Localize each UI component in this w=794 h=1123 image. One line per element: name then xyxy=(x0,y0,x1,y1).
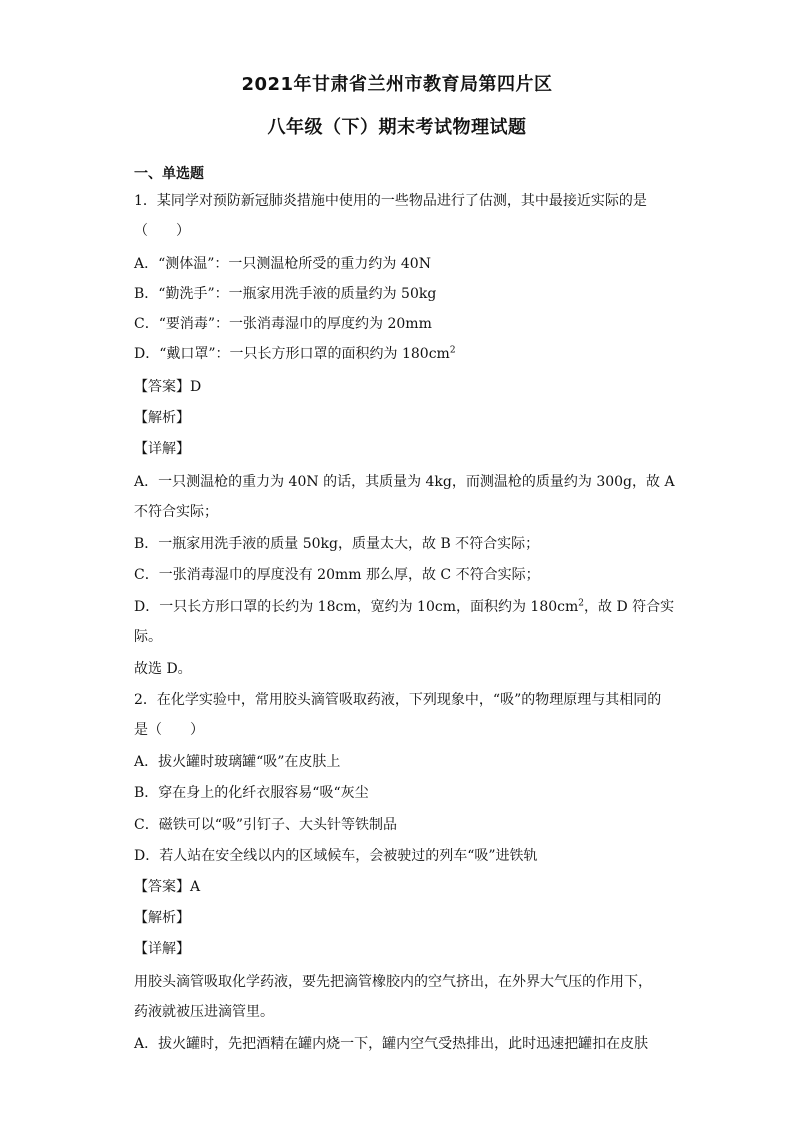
q2-explanation-a: A．拔火罐时，先把酒精在罐内烧一下，罐内空气受热排出，此时迅速把罐扣在皮肤 xyxy=(134,1036,649,1052)
q2-analysis-label: 【解析】 xyxy=(134,910,190,926)
q1-explanation-a-line1: A．一只测温枪的重力为 40N 的话，其质量为 4kg，而测温枪的质量约为 300g，故 A xyxy=(134,474,675,490)
document-title-line2: 八年级（下）期末考试物理试题 xyxy=(267,117,527,138)
q2-option-c: C．磁铁可以“吸”引钉子、大头针等铁制品 xyxy=(134,817,398,833)
q1-explanation-c: C．一张消毒湿巾的厚度没有 20mm 那么厚，故 C 不符合实际； xyxy=(134,567,540,583)
q1-option-d-text: D．“戴口罩”：一只长方形口罩的面积约为 180cm xyxy=(134,346,450,362)
q2-explanation-line2: 药液就被压进滴管里。 xyxy=(134,1004,274,1020)
q2-option-a: A．拔火罐时玻璃罐“吸”在皮肤上 xyxy=(134,754,341,770)
section-heading: 一、单选题 xyxy=(134,166,204,182)
q1-conclusion: 故选 D。 xyxy=(134,661,192,677)
q1-option-c: C．“要消毒”：一张消毒湿巾的厚度约为 20mm xyxy=(134,316,432,332)
q2-stem-line2: 是（ ） xyxy=(134,722,204,738)
q1-explanation-d-line1 xyxy=(134,597,674,617)
q2-answer: 【答案】A xyxy=(134,879,201,895)
q1-explanation-d-tail: ，故 D 符合实 xyxy=(584,599,675,615)
q1-stem-line2: （ ） xyxy=(134,223,190,239)
q2-option-b: B．穿在身上的化纤衣服容易“吸“灰尘 xyxy=(134,785,369,801)
q1-explanation-d-text: D．一只长方形口罩的长约为 18cm，宽约为 10cm，面积约为 180cm xyxy=(134,599,579,615)
q1-option-a: A．“测体温”：一只测温枪所受的重力约为 40N xyxy=(134,256,431,272)
q2-option-d: D．若人站在安全线以内的区域候车，会被驶过的列车“吸”进铁轨 xyxy=(134,848,538,864)
q1-answer: 【答案】D xyxy=(134,379,202,395)
q1-explanation-d-line2: 际。 xyxy=(134,629,162,645)
q1-explanation-a-line2: 不符合实际； xyxy=(134,504,218,520)
q1-stem-line1: 1．某同学对预防新冠肺炎措施中使用的一些物品进行了估测，其中最接近实际的是 xyxy=(134,193,647,209)
document-title-line1: 2021年甘肃省兰州市教育局第四片区 xyxy=(241,74,553,95)
q1-analysis-label: 【解析】 xyxy=(134,410,190,426)
q1-option-d xyxy=(134,344,674,364)
q1-explanation-b: B．一瓶家用洗手液的质量 50kg，质量太大，故 B 不符合实际； xyxy=(134,536,540,552)
q2-detail-label: 【详解】 xyxy=(134,941,190,957)
q1-detail-label: 【详解】 xyxy=(134,441,190,457)
q1-option-b: B．“勤洗手”：一瓶家用洗手液的质量约为 50kg xyxy=(134,286,437,302)
q2-explanation-line1: 用胶头滴管吸取化学药液，要先把滴管橡胶内的空气挤出，在外界大气压的作用下， xyxy=(134,974,652,990)
q2-stem-line1: 2．在化学实验中，常用胶头滴管吸取药液，下列现象中，“吸”的物理原理与其相同的 xyxy=(134,692,662,708)
q1-explanation-d-superscript: 2 xyxy=(578,598,585,609)
q1-option-d-superscript: 2 xyxy=(449,345,456,356)
